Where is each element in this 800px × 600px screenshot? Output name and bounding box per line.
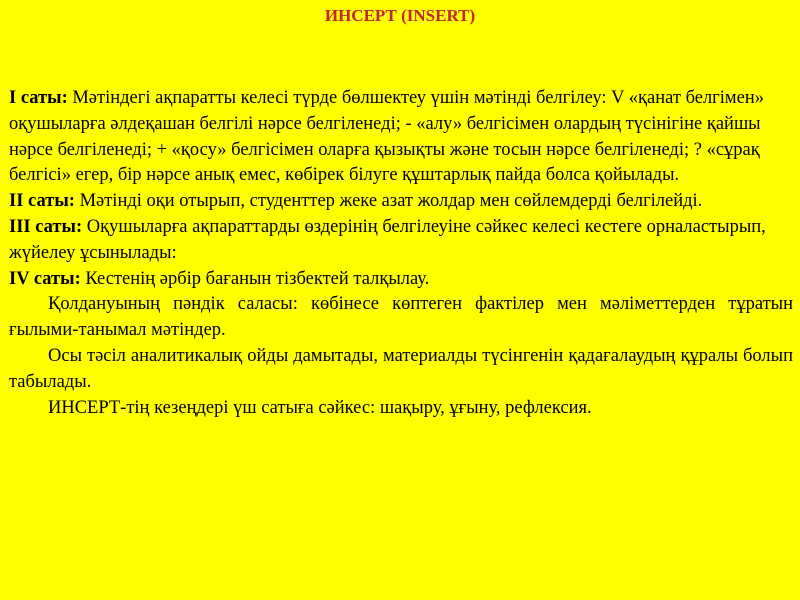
stage-4-text: Кестенің әрбір бағанын тізбектей талқылау. xyxy=(80,268,430,289)
stage-4-label: IV саты: xyxy=(9,268,81,289)
stage-3-paragraph xyxy=(9,215,793,267)
stage-2-label: II саты: xyxy=(9,191,75,212)
stage-3-text: Оқушыларға ақпараттарды өздерінің белгілеуіне сәйкес келесі кестеге орналастырып, жүйелеу ұсынылады: xyxy=(9,216,766,263)
slide-title: ИНСЕРТ (INSERT) xyxy=(324,6,476,25)
insert-stages-paragraph: ИНСЕРТ-тің кезеңдері үш сатыға сәйкес: шақыру, ұғыну, рефлексия. xyxy=(48,397,592,418)
stage-4-paragraph xyxy=(9,267,793,293)
stage-1-label: I саты: xyxy=(9,88,68,108)
method-purpose-paragraph: Осы тәсіл аналитикалық ойды дамытады, материалды түсінгенін қадағалаудың құралы болып табылады. xyxy=(9,345,793,392)
stage-2-text: Мәтінді оқи отырып, студенттер жеке азат жолдар мен сөйлемдерді белгілейді. xyxy=(74,191,703,212)
stage-1-paragraph xyxy=(9,86,793,189)
stage-3-label: III саты: xyxy=(9,216,83,237)
stage-2-paragraph xyxy=(9,189,793,215)
application-area-paragraph: Қолдануының пәндік саласы: көбінесе көптеген фактілер мен мәліметтерден тұратын ғылыми-танымал мәтіндер. xyxy=(9,294,793,341)
stage-1-text: Мәтіндегі ақпаратты келесі түрде бөлшектеу үшін мәтінді белгілеу: V «қанат белгімен» оқушыларға әлдеқашан белгілі нәрсе белгіленеді; - «алу» белгісімен олардың түсінігіне қайшы нәрсе белгіленеді; + «қосу» белгісімен оларға қызықты және тосын нәрсе белгіленеді; ? «сұрақ белгісі» егер, бір нәрсе анық емес, көбірек білуге құштарлық пайда болса қойылады. xyxy=(9,88,764,186)
slide-body xyxy=(9,86,793,421)
